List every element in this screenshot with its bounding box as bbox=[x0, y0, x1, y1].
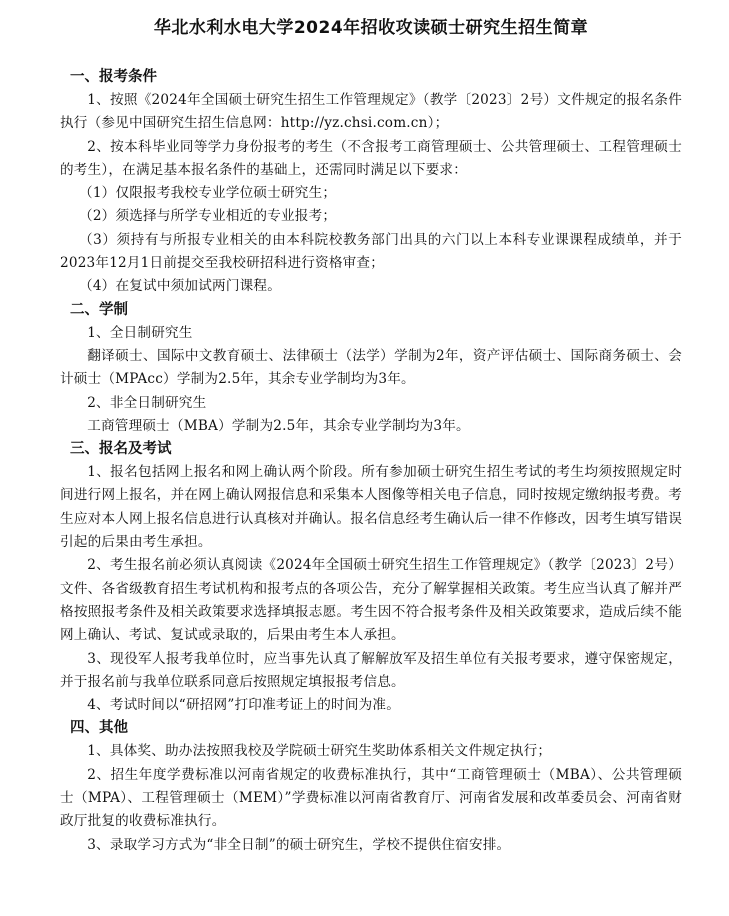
section-heading: 一、报考条件 bbox=[70, 69, 157, 85]
paragraph: 1、具体奖、助办法按照我校及学院硕士研究生奖助体系相关文件规定执行； bbox=[87, 743, 552, 760]
paragraph: 4、考试时间以“研招网”打印准考证上的时间为准。 bbox=[87, 697, 401, 714]
section-heading: 三、报名及考试 bbox=[70, 441, 172, 458]
paragraph: （3）须持有与所报专业相关的由本科院校教务部门出具的六门以上本科专业课课程成绩单，并于2023年12月1日前提交至我校研招科进行资格审查； bbox=[60, 231, 682, 272]
paragraph: （1）仅限报考我校专业学位硕士研究生； bbox=[79, 185, 337, 202]
paragraph: 2、招生年度学费标准以河南省规定的收费标准执行，其中“工商管理硕士（MBA）、公共管理硕士（MPA）、工程管理硕士（MEM）”学费标准以河南省教育厅、河南省发展和改革委员会、河南省财政厅批复的收费标准执行。 bbox=[60, 766, 682, 830]
section-registration bbox=[60, 438, 682, 717]
section-other bbox=[60, 717, 682, 856]
section-eligibility bbox=[60, 66, 682, 299]
paragraph: 工商管理硕士（MBA）学制为2.5年，其余专业学制均为3年。 bbox=[87, 417, 470, 434]
paragraph: 3、录取学习方式为“非全日制”的硕士研究生，学校不提供住宿安排。 bbox=[87, 836, 511, 853]
paragraph: 2、按本科毕业同等学力身份报考的考生（不含报考工商管理硕士、公共管理硕士、工程管理硕士的考生），在满足基本报名条件的基础上，还需同时满足以下要求： bbox=[60, 138, 682, 178]
paragraph: 1、按照《2024年全国硕士研究生招生工作管理规定》（教学〔2023〕2号）文件规定的报名条件执行（参见中国研究生招生信息网：http://yz.chsi.com.cn）； bbox=[60, 92, 682, 132]
paragraph: 1、报名包括网上报名和网上确认两个阶段。所有参加硕士研究生招生考试的考生均须按照规定时间进行网上报名，并在网上确认网报信息和采集本人图像等相关电子信息，同时按规定缴纳报考费。考生应对本人网上报名信息进行认真核对并确认。报名信息经考生确认后一律不作修改，因考生填写错误引起的后果由考生承担。 bbox=[60, 464, 682, 551]
paragraph: （2）须选择与所学专业相近的专业报考； bbox=[79, 208, 337, 225]
paragraph: 2、非全日制研究生 bbox=[87, 394, 207, 411]
paragraph: 1、全日制研究生 bbox=[87, 324, 193, 341]
section-heading: 二、学制 bbox=[70, 301, 128, 318]
paragraph: 翻译硕士、国际中文教育硕士、法律硕士（法学）学制为2年，资产评估硕士、国际商务硕士、会计硕士（MPAcc）学制为2.5年，其余专业学制均为3年。 bbox=[60, 347, 682, 388]
paragraph: （4）在复试中须加试两门课程。 bbox=[79, 278, 281, 295]
section-heading: 四、其他 bbox=[70, 720, 128, 737]
paragraph: 3、现役军人报考我单位时，应当事先认真了解解放军及招生单位有关报考要求，遵守保密规定，并于报名前与我单位联系同意后按照规定填报报考信息。 bbox=[60, 650, 682, 690]
paragraph: 2、考生报名前必须认真阅读《2024年全国硕士研究生招生工作管理规定》（教学〔2023〕2号）文件、各省级教育招生考试机构和报考点的各项公告，充分了解掌握相关政策。考生应当认真了解并严格按照报考条件及相关政策要求选择填报志愿。考生因不符合报考条件及相关政策要求，造成后续不能网上确认、考试、复试或录取的，后果由考生本人承担。 bbox=[60, 557, 682, 644]
section-duration bbox=[60, 299, 682, 438]
document-title: 华北水利水电大学2024年招收攻读硕士研究生招生简章 bbox=[153, 18, 589, 38]
